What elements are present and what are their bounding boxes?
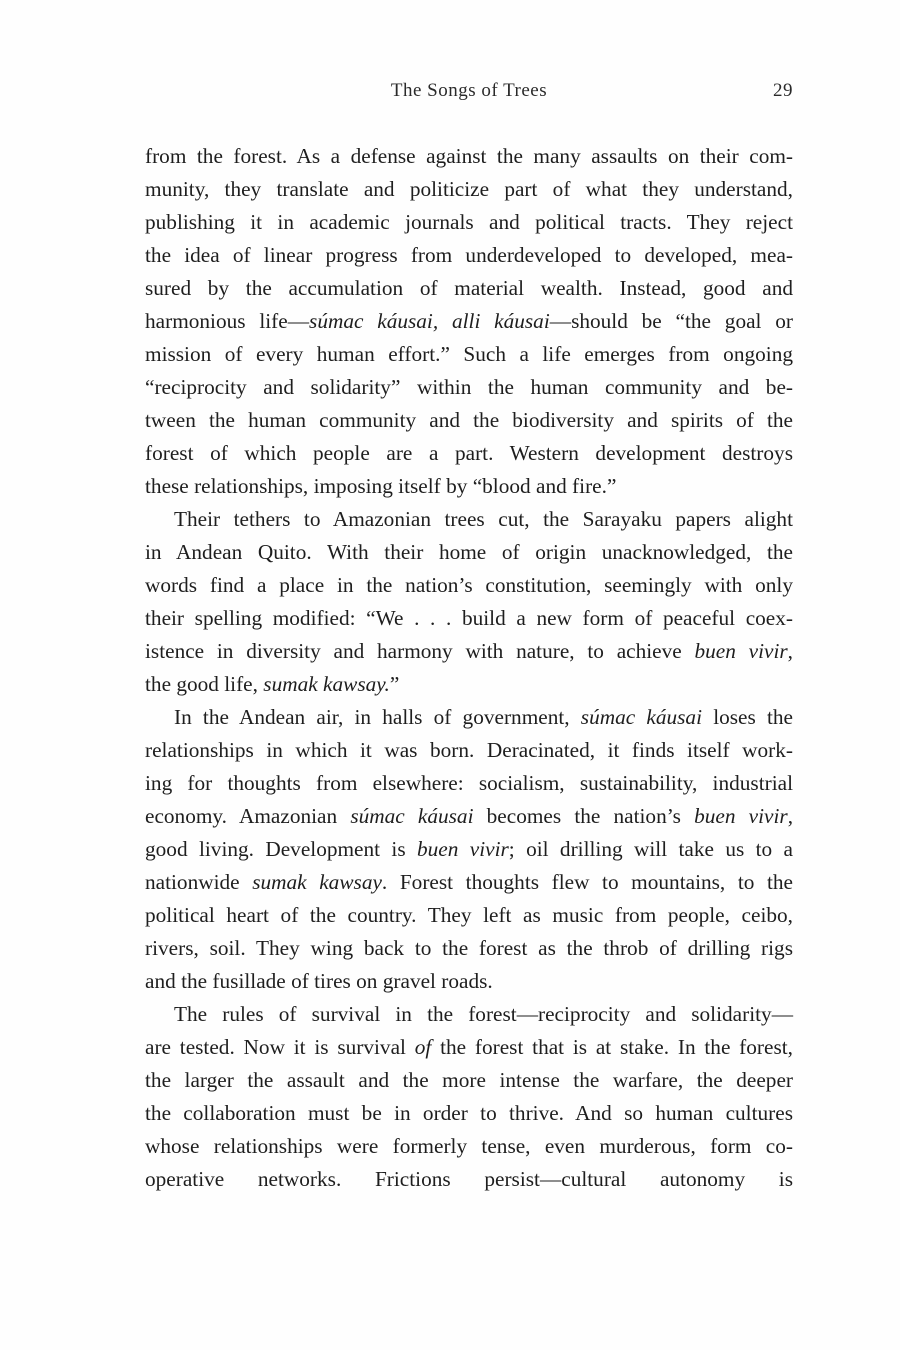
text-run: becomes the nation’s	[473, 804, 695, 828]
text-line	[145, 371, 793, 404]
text-line	[145, 206, 793, 239]
text-run: ”	[389, 672, 400, 696]
text-line	[145, 305, 793, 338]
text-run: harmonious life—	[145, 309, 310, 333]
text-run: are tested. Now it is survival	[145, 1035, 415, 1059]
italic-text: buen vivir	[694, 639, 788, 663]
running-title: The Songs of Trees	[390, 80, 548, 101]
page-number: 29	[773, 80, 793, 101]
text-run: the good life,	[145, 672, 264, 696]
italic-text: sumak kawsay.	[263, 672, 390, 696]
text-line	[145, 965, 793, 998]
italic-text: of	[414, 1035, 432, 1059]
italic-text: súmac káusai, alli káusai	[309, 309, 550, 333]
text-run: sured by the accumulation of material wealth. Instead, good and	[145, 276, 793, 300]
text-run: Their tethers to Amazonian trees cut, the Sarayaku papers alight	[174, 507, 793, 531]
paragraph	[145, 701, 793, 998]
text-line	[145, 932, 793, 965]
text-run: munity, they translate and politicize part of what they understand,	[145, 177, 793, 201]
body-text	[145, 140, 793, 1196]
text-run: the forest that is at stake. In the forest,	[431, 1035, 793, 1059]
text-run: words find a place in the nation’s constitution, seemingly with only	[145, 573, 793, 597]
text-line	[145, 272, 793, 305]
text-line	[145, 602, 793, 635]
text-line	[145, 800, 793, 833]
text-line	[145, 437, 793, 470]
text-run: operative networks. Frictions persist—cultural autonomy is	[145, 1167, 793, 1191]
italic-text: súmac káusai	[580, 705, 703, 729]
text-line	[145, 536, 793, 569]
text-line	[145, 833, 793, 866]
italic-text: buen vivir	[417, 837, 509, 861]
text-run: the larger the assault and the more intense the warfare, the deeper	[145, 1068, 793, 1092]
text-run: whose relationships were formerly tense, even murderous, form co-	[145, 1134, 793, 1158]
text-run: In the Andean air, in halls of government,	[174, 705, 581, 729]
text-run: the collaboration must be in order to thrive. And so human cultures	[145, 1101, 793, 1125]
text-line	[145, 239, 793, 272]
text-run: ,	[787, 804, 794, 828]
text-line	[145, 470, 793, 503]
italic-text: sumak kawsay	[252, 870, 382, 894]
text-line	[145, 635, 793, 668]
text-line	[145, 338, 793, 371]
text-run: publishing it in academic journals and political tracts. They reject	[145, 210, 793, 234]
text-run: . Forest thoughts flew to mountains, to the	[381, 870, 793, 894]
text-run: —should be “the goal or	[549, 309, 794, 333]
text-run: relationships in which it was born. Deracinated, it finds itself work-	[145, 738, 793, 762]
paragraph	[145, 140, 793, 503]
text-run: good living. Development is	[145, 837, 417, 861]
running-header	[145, 80, 793, 110]
text-line	[145, 569, 793, 602]
text-run: “reciprocity and solidarity” within the human community and be-	[145, 375, 793, 399]
text-run: in Andean Quito. With their home of origin unacknowledged, the	[145, 540, 793, 564]
italic-text: buen vivir	[694, 804, 788, 828]
text-line	[145, 899, 793, 932]
text-line	[145, 1163, 793, 1196]
text-line	[145, 1097, 793, 1130]
text-run: and the fusillade of tires on gravel roads.	[145, 969, 493, 993]
text-line	[145, 173, 793, 206]
text-line	[145, 734, 793, 767]
text-line	[145, 1031, 793, 1064]
text-line	[145, 866, 793, 899]
text-run: nationwide	[145, 870, 253, 894]
text-run: political heart of the country. They left as music from people, ceibo,	[145, 903, 793, 927]
text-line	[145, 404, 793, 437]
text-line	[145, 503, 793, 536]
text-run: mission of every human effort.” Such a life emerges from ongoing	[145, 342, 793, 366]
text-run: these relationships, imposing itself by “blood and fire.”	[145, 474, 617, 498]
text-line	[145, 668, 793, 701]
text-run: The rules of survival in the forest—reciprocity and solidarity—	[174, 1002, 793, 1026]
text-run: ; oil drilling will take us to a	[508, 837, 793, 861]
text-line	[145, 1064, 793, 1097]
text-line	[145, 1130, 793, 1163]
text-run: economy. Amazonian	[145, 804, 351, 828]
text-line	[145, 998, 793, 1031]
text-run: the idea of linear progress from underdeveloped to developed, mea-	[145, 243, 793, 267]
text-line	[145, 701, 793, 734]
text-run: istence in diversity and harmony with nature, to achieve	[145, 639, 695, 663]
text-line	[145, 767, 793, 800]
text-run: their spelling modified: “We . . . build a new form of peaceful coex-	[145, 606, 793, 630]
text-run: tween the human community and the biodiversity and spirits of the	[145, 408, 793, 432]
text-run: from the forest. As a defense against the many assaults on their com-	[145, 144, 793, 168]
italic-text: súmac káusai	[350, 804, 474, 828]
text-run: ing for thoughts from elsewhere: socialism, sustainability, industrial	[145, 771, 793, 795]
paragraph	[145, 503, 793, 701]
text-line	[145, 140, 793, 173]
text-run: rivers, soil. They wing back to the forest as the throb of drilling rigs	[145, 936, 793, 960]
text-run: forest of which people are a part. Western development destroys	[145, 441, 793, 465]
paragraph	[145, 998, 793, 1196]
text-run: ,	[787, 639, 793, 663]
text-run: loses the	[702, 705, 793, 729]
